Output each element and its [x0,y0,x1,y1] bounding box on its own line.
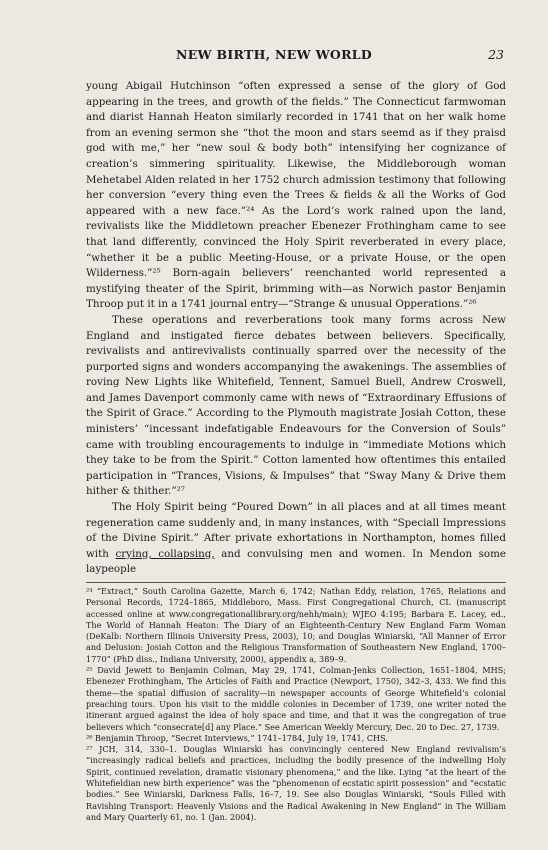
body-paragraph: young Abigail Hutchinson “often expressed a sense of the glory of God appearing in the trees, and growth of the fields.” The Connecticut farmwoman and diarist Hannah Heaton similarly recorded in 1741 that on her walk home from an evening sermon she “thot the moon and stars seemd as if they praisd god with me,” her “new soul & body both” intensifying her cognizance of creation’s simmering spirituality. Likewise, the Middleborough woman Mehetabel Alden related in her 1752 church admission testimony that following her conversion “every thing even the Trees & fields & all the Works of God appeared with a new face.”²⁴ As the Lord’s work rained upon the land, revivalists like the Middletown preacher Ebenezer Frothingham came to see that land differently, convinced the Holy Spirit reverberated in every place, “whether it be a public Meeting-House, or a private House, or the open Wilderness.”²⁵ Born-again believers’ reenchanted world represented a mystifying theater of the Spirit, brimming with—as Norwich pastor Benjamin Throop put it in a 1741 journal entry—“Strange & unusual Opperations.”²⁶ [86,80,506,311]
paragraph-text: The Holy Spirit being “Poured Down” in all places and at all times meant regeneration came suddenly and, in many instances, with “Speciall Impressions of the Divine Spirit.” After private exhortations in Northampton, homes filled with [86,501,506,560]
text-block [86,79,506,823]
footnote-rule [86,582,506,583]
paragraph-text: and convulsing men and women. In Mendon some laypeople [86,547,506,576]
page-number: 23 [488,47,504,62]
footnote: ²⁵ David Jewett to Benjamin Colman, May 29, 1741, Colman-Jenks Collection, 1651–1804, MHS; Ebenezer Frothingham, The Articles of Faith and Practice (Newport, 1750), 342–3, 433. We find this theme—the spatial diffusion of sacrality—in newspaper accounts of George Whitefield’s colonial preaching tours. Upon his visit to the middle colonies in December of 1739, one writer noted the itinerant argued against the idea of holy space and time, and that it was the congregation of true believers which “consecrate[d] any Place.” See American Weekly Mercury, Dec. 20 to Dec. 27, 1739. [86,665,506,732]
footnote: ²⁶ Benjamin Throop, “Secret Interviews,” 1741–1784, July 19, 1741, CHS. [86,732,388,743]
body-paragraph: These operations and reverberations took many forms across New England and instigated fierce debates between believers. Specifically, revivalists and antirevivalists continually sparred over the necessity of the purported signs and wonders accompanying the awakenings. The assemblies of roving New Lights like Whitefield, Tennent, Samuel Buell, Andrew Croswell, and James Davenport commonly came with news of “Extraordinary Effusions of the Spirit of Grace.” According to the Plymouth magistrate Josiah Cotton, these ministers’ “incessant indefatigable Endeavours for the Conversion of Souls” came with troubling encouragements to indulge in “immediate Motions which they take to be from the Spirit.” Cotton lamented how oftentimes this entailed participation in “Trances, Visions, & Impulses” that “Sway Many & Drive them hither & thither.”²⁷ [86,313,506,498]
underlined-text: crying, collapsing, [115,547,215,560]
body-paragraph [86,500,506,578]
footnotes [86,586,506,823]
running-head: NEW BIRTH, NEW WORLD [175,47,373,62]
footnote: ²⁷ JCH, 314, 330–1. Douglas Winiarski has convincingly centered New England revivalism’s “increasingly radical beliefs and practices, including the bodily presence of the indwelling Holy Spirit, continued revelation, dramatic visionary phenomena,” and the like. Lying “at the heart of the Whitefieldian new birth experience” was the “phenomenon of ecstatic spirit possession” and “ecstatic bodies.” See Winiarski, Darkness Falls, 16–7, 19. See also Douglas Winiarski, “Souls Filled with Ravishing Transport: Heavenly Visions and the Radical Awakening in New England” in The William and Mary Quarterly 61, no. 1 (Jan. 2004). [86,744,506,822]
footnote: ²⁴ “Extract,” South Carolina Gazette, March 6, 1742; Nathan Eddy, relation, 1765, Relations and Personal Records, 1724–1865, Middleboro, Mass. First Congregational Church, CL (manuscript accessed online at www.congregationallibrary.org/nehh/main); WJEO 4:195; Barbara E. Lacey, ed., The World of Hannah Heaton: The Diary of an Eighteenth-Century New England Farm Woman (DeKalb: Northern Illinois University Press, 2003), 10; and Douglas Winiarski, “All Manner of Error and Delusion: Josiah Cotton and the Religious Transformation of Southeastern New England, 1700–1770” (PhD diss., Indiana University, 2000), appendix a, 389–9. [86,586,506,664]
